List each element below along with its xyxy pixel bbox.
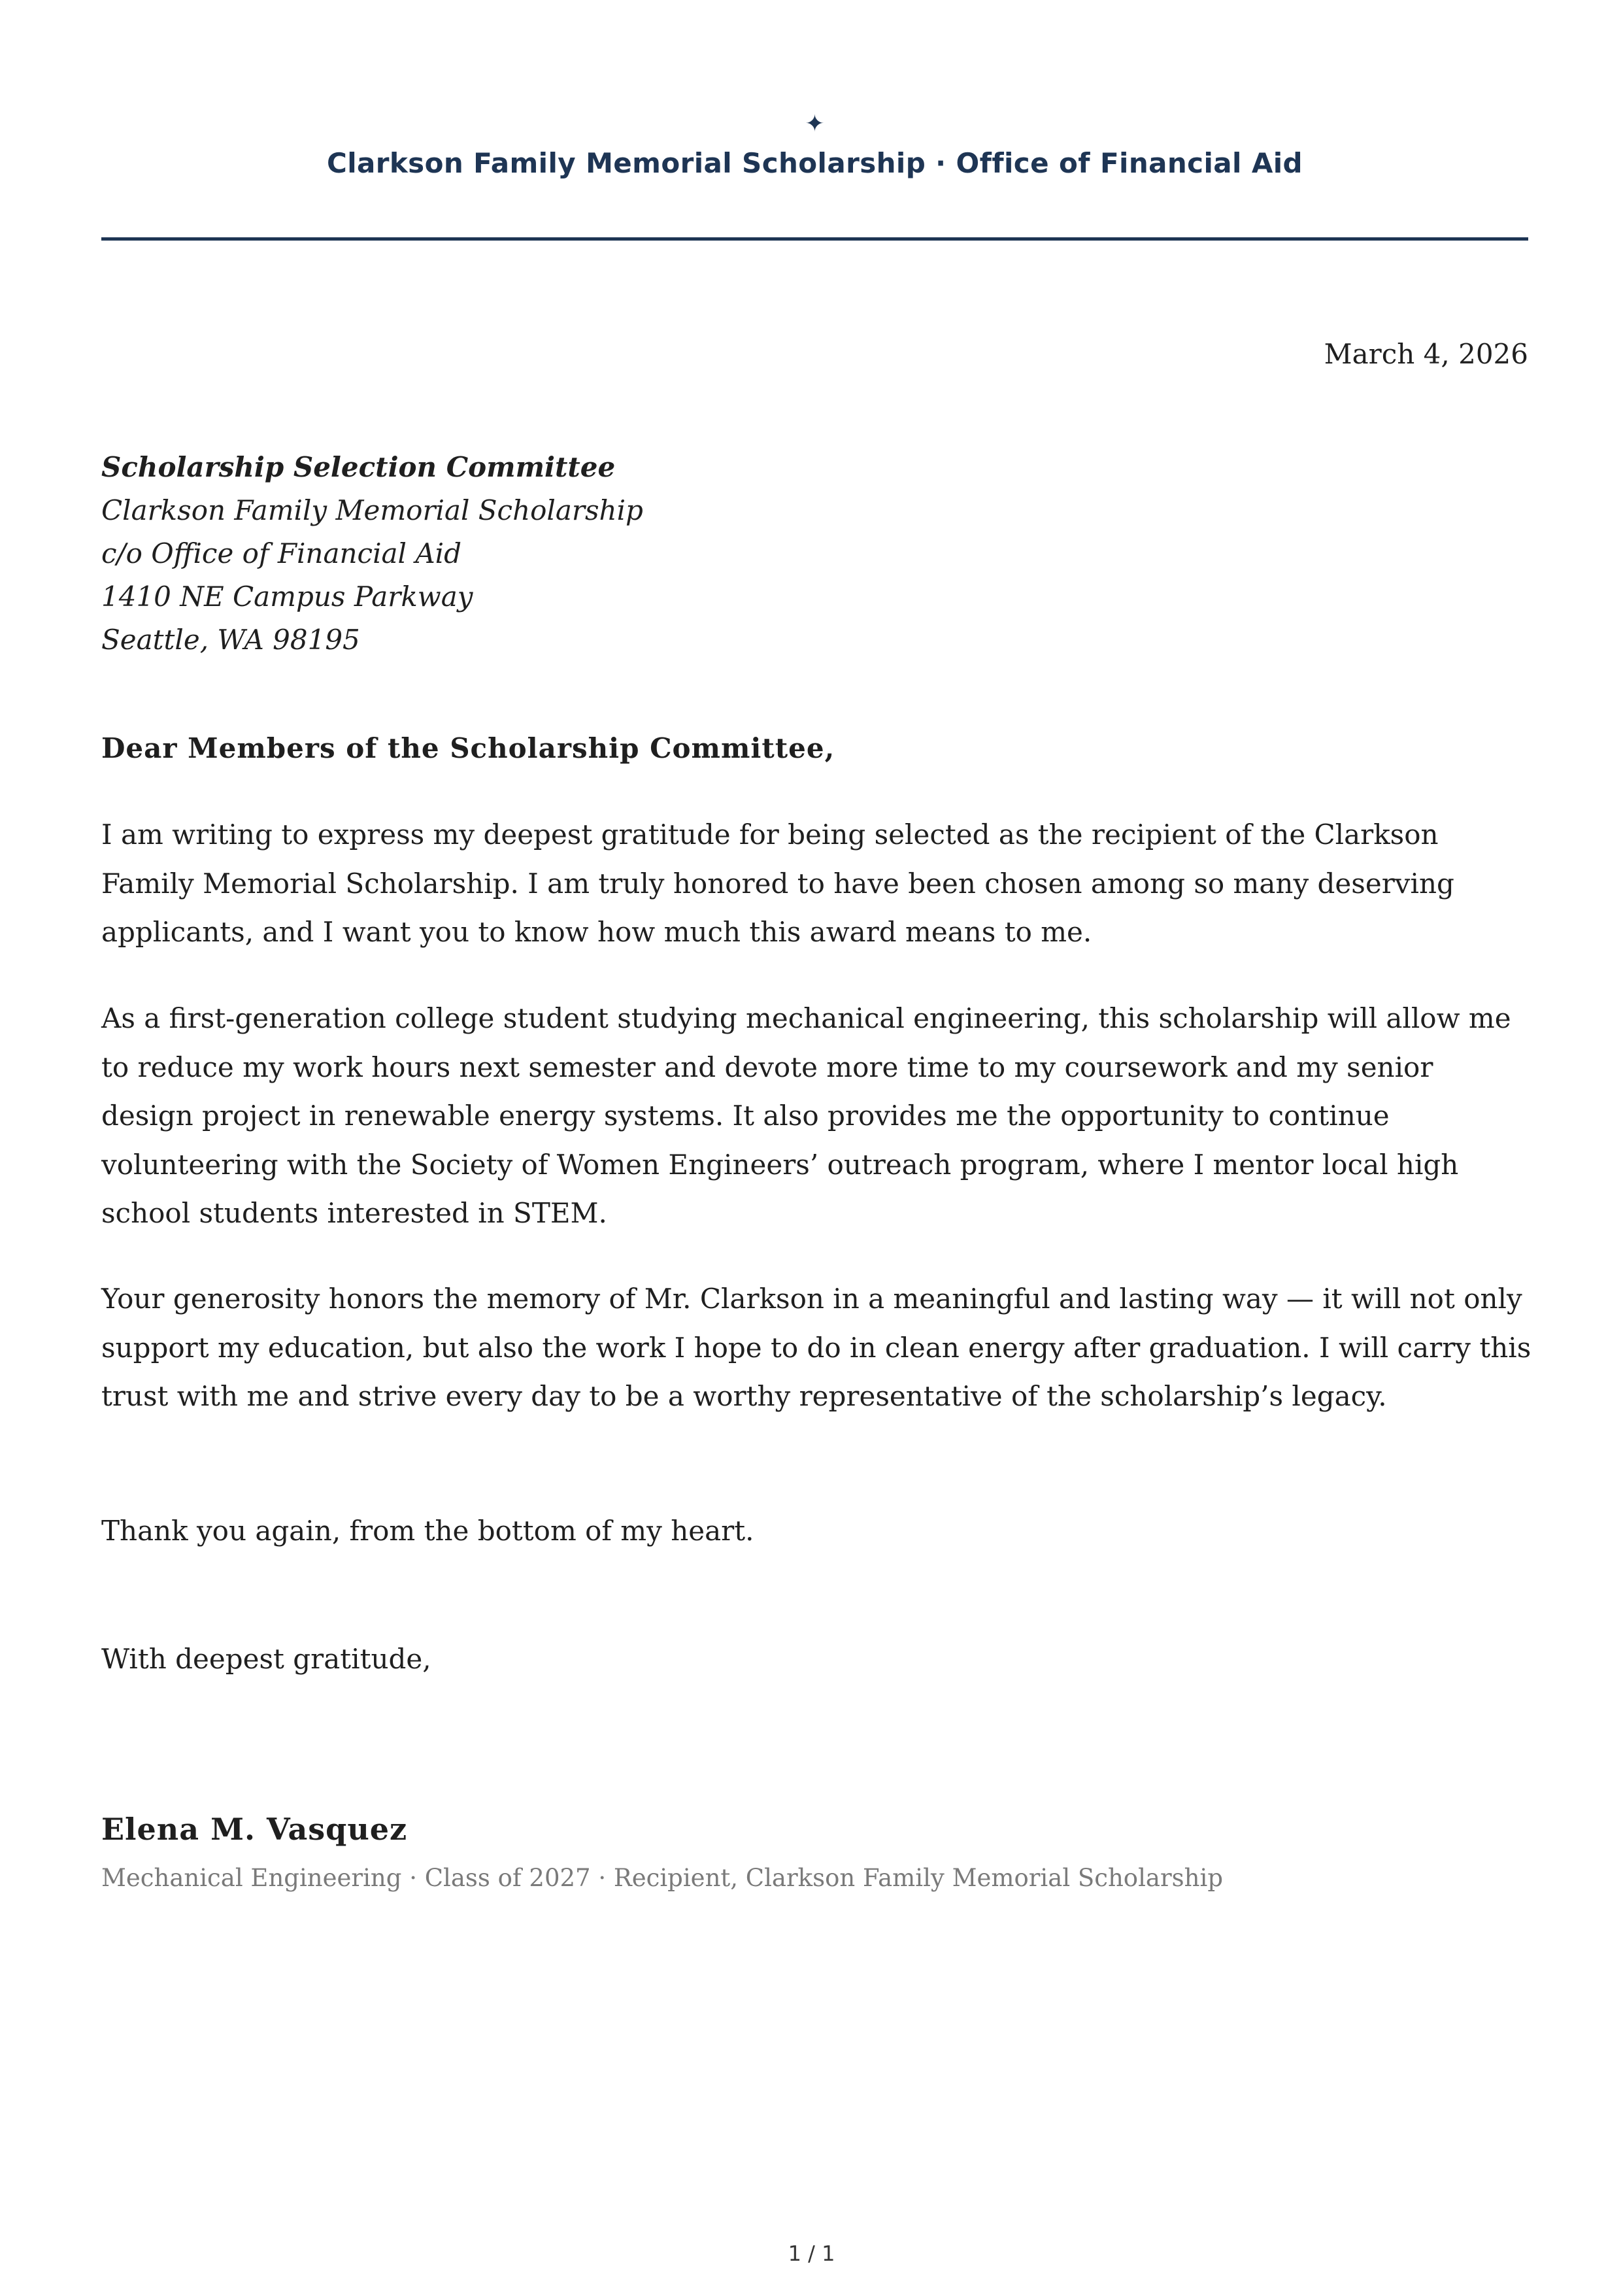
body-paragraph: As a first-generation college student studying mechanical engineering, this scholarship will allow me to reduce my work hours next semester and devote more time to my coursework and my senior design project in renewable energy systems. It also provides me the opportunity to continue volunteering with the Society of Women Engineers’ outreach program, where I mentor local high school students interested in STEM. — [101, 1002, 1511, 1229]
signature-name: Elena M. Vasquez — [101, 1812, 408, 1847]
recipient-line: Scholarship Selection Committee — [101, 451, 616, 483]
body-paragraph: I am writing to express my deepest gratitude for being selected as the recipient of the Clarkson Family Memorial Scholarship. I am truly honored to have been chosen among so many deserving applicants, and I want you to know how much this award means to me. — [101, 819, 1454, 948]
letterhead — [101, 111, 1528, 180]
organization-name: Clarkson Family Memorial Scholarship · Office of Financial Aid — [326, 147, 1303, 179]
recipient-line: 1410 NE Campus Parkway — [101, 581, 473, 613]
recipient-line: Clarkson Family Memorial Scholarship — [101, 494, 643, 526]
signature-detail: Mechanical Engineering · Class of 2027 · Recipient, Clarkson Family Memorial Scholarship — [101, 1864, 1224, 1892]
recipient-line: c/o Office of Financial Aid — [101, 537, 461, 569]
letter-date: March 4, 2026 — [1324, 338, 1528, 370]
header-divider — [101, 237, 1528, 241]
page-number: 1 / 1 — [788, 2241, 835, 2266]
closing: With deepest gratitude, — [101, 1643, 431, 1675]
salutation: Dear Members of the Scholarship Committee, — [101, 732, 835, 764]
recipient-address — [101, 446, 643, 662]
body-paragraph: Your generosity honors the memory of Mr. Clarkson in a meaningful and lasting way — it will not only support my education, but also the work I hope to do in clean energy after graduation. I will carry this trust with me and strive every day to be a worthy representative of the scholarship’s legacy. — [101, 1283, 1531, 1412]
star-ornament-icon: ✦ — [805, 110, 825, 137]
body-paragraph: Thank you again, from the bottom of my heart. — [101, 1515, 754, 1547]
recipient-line: Seattle, WA 98195 — [101, 624, 360, 656]
